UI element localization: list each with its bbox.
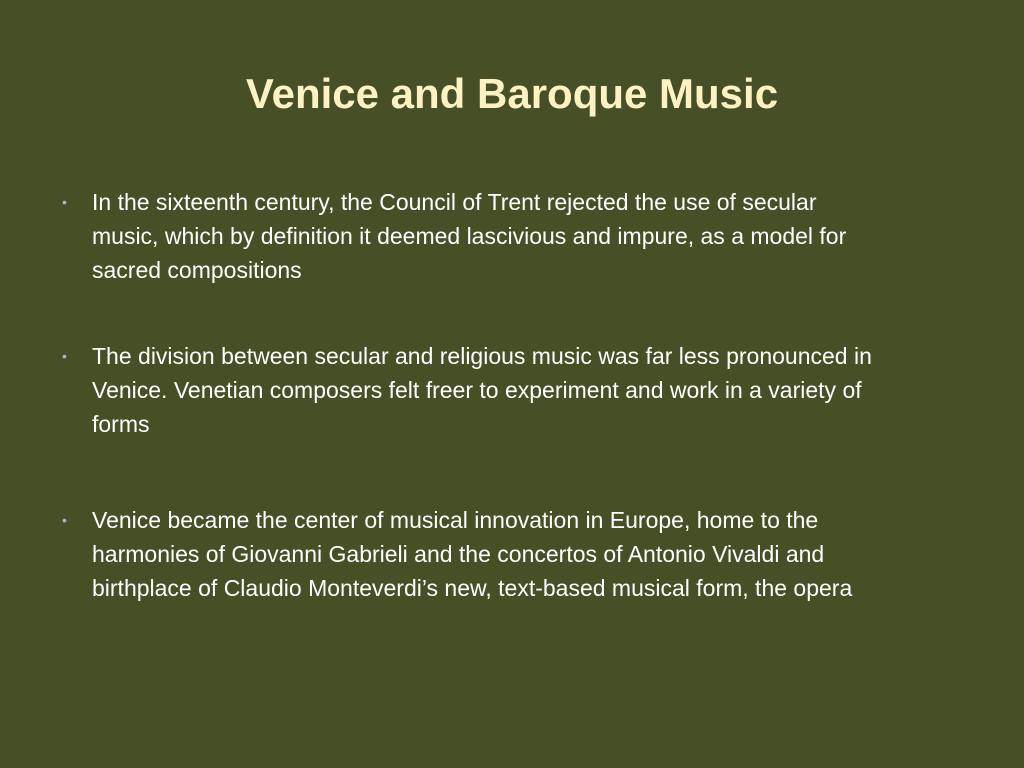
bullet-marker: • [62,512,67,528]
slide-title: Venice and Baroque Music [245,70,779,117]
bullet-item [62,339,882,441]
bullet-marker: • [62,348,67,364]
bullet-item [62,503,882,605]
bullet-item [62,185,882,287]
bullet-text: The division between secular and religious music was far less pronounced in Venice. Venetian composers felt freer to experiment and work in a variety of forms [92,343,872,437]
bullet-text: Venice became the center of musical innovation in Europe, home to the harmonies of Giovanni Gabrieli and the concertos of Antonio Vivaldi and birthplace of Claudio Monteverdi’s new, text-based musical form, the opera [92,507,853,601]
bullet-text: In the sixteenth century, the Council of Trent rejected the use of secular music, which by definition it deemed lascivious and impure, as a model for sacred compositions [92,189,847,283]
bullet-marker: • [62,194,67,210]
